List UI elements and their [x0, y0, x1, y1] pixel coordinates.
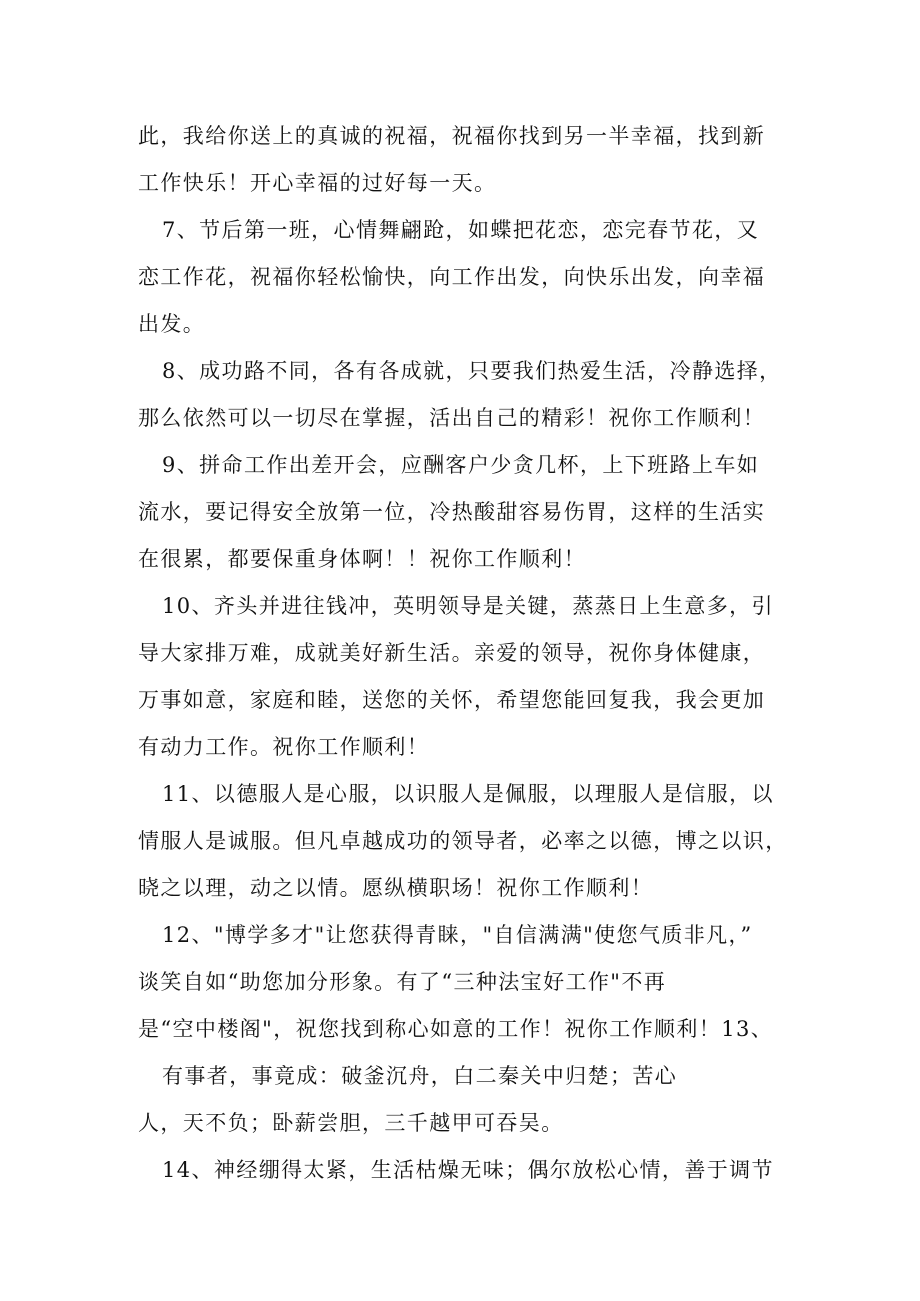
text-line: 有事者，事竟成：破釜沉舟，白二秦关中归楚；苦心 — [162, 1064, 678, 1088]
text-line: 谈笑自如“助您加分形象。有了“三种法宝好工作"不再 — [138, 970, 667, 994]
text-line: 恋工作花，祝福你轻松愉快，向工作出发，向快乐出发，向幸福 — [138, 265, 766, 289]
text-line: 万事如意，家庭和睦，送您的关怀，希望您能回复我，我会更加 — [138, 688, 766, 712]
paragraph-9-start: 9、拼命工作出差开会，应酬客户少贪几杯，上下班路上车如 — [162, 453, 760, 477]
text-line: 人，天不负；卧薪尝胆，三千越甲可吞吴。 — [138, 1111, 564, 1135]
text-line: 出发。 — [138, 312, 206, 336]
text-line: 流水，要记得安全放第一位，冷热酸甜容易伤胃，这样的生活实 — [138, 500, 766, 524]
text-line: 情服人是诚服。但凡卓越成功的领导者，必率之以德，博之以识， — [138, 829, 788, 853]
paragraph-14-start: 14、神经绷得太紧，生活枯燥无味；偶尔放松心情，善于调节 — [162, 1158, 774, 1182]
text-line: 晓之以理，动之以情。愿纵横职场！祝你工作顺利！ — [138, 876, 654, 900]
paragraph-7-start: 7、节后第一班，心情舞翩跄，如蝶把花恋，恋完春节花，又 — [162, 218, 760, 242]
paragraph-8-start: 8、成功路不同，各有各成就，只要我们热爱生活，冷静选择， — [162, 359, 782, 383]
text-line: 导大家排万难，成就美好新生活。亲爱的领导，祝你身体健康， — [138, 641, 766, 665]
paragraph-12-start: 12、"博学多才"让您获得青睐，"自信满满"使您气质非凡，” — [162, 923, 753, 947]
text-line: 在很累，都要保重身体啊！！祝你工作顺利！ — [138, 547, 586, 571]
paragraph-10-start: 10、齐头并进往钱冲，英明领导是关键，蒸蒸日上生意多，引 — [162, 594, 774, 618]
text-line: 那么依然可以一切尽在掌握，活出自己的精彩！祝你工作顺利！ — [138, 406, 766, 430]
paragraph-11-start: 11、以德服人是心服，以识服人是佩服，以理服人是信服，以 — [162, 782, 774, 806]
text-line: 此，我给你送上的真诚的祝福，祝福你找到另一半幸福，找到新 — [138, 124, 766, 148]
text-line: 是“空中楼阁"，祝您找到称心如意的工作！祝你工作顺利！13、 — [138, 1017, 774, 1041]
text-line: 工作快乐！开心幸福的过好每一天。 — [138, 171, 497, 195]
text-line: 有动力工作。祝你工作顺利！ — [138, 735, 430, 759]
